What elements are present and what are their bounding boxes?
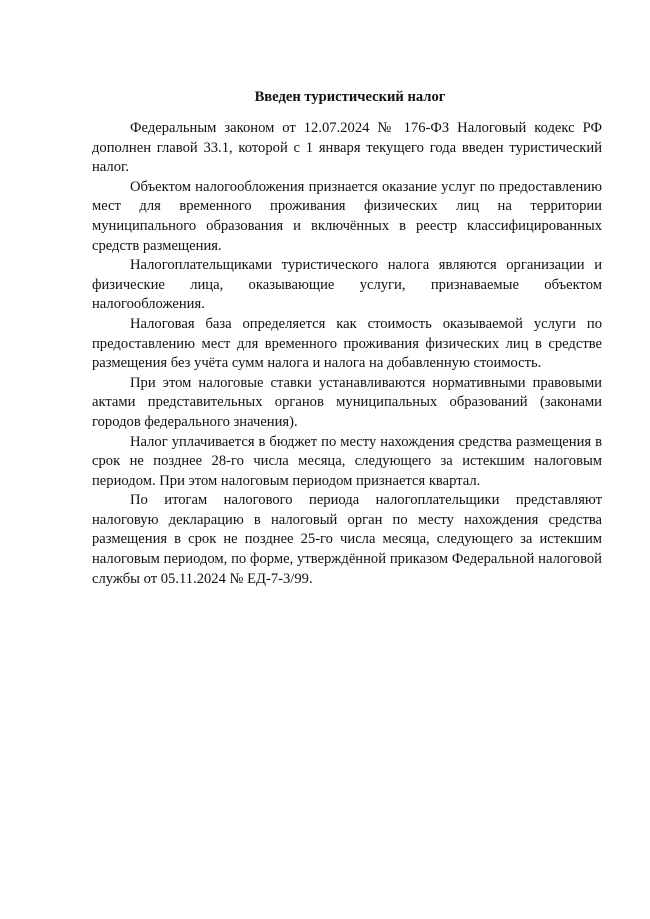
paragraph-tax-rates: При этом налоговые ставки устанавливаются нормативными правовыми актами представительных органов муниципальных образований (законами городов федерального значения). xyxy=(92,374,602,430)
paragraph-tax-base: Налоговая база определяется как стоимость оказываемой услуги по предоставлению мест для временного проживания физических лиц в средстве размещения без учёта сумм налога и налога на добавленную стоимость. xyxy=(92,315,602,372)
paragraph-declaration: По итогам налогового периода налогоплательщики представляют налоговую декларацию в налоговый орган по месту нахождения средства размещения в срок не позднее 25-го числа месяца, следующего за истекшим налоговым периодом, по форме, утверждённой приказом Федеральной налоговой службы от 05.11.2024 № ЕД-7-3/99. xyxy=(92,492,602,587)
document-body xyxy=(92,88,602,589)
paragraph-federal-law: Федеральным законом от 12.07.2024 № 176-ФЗ Налоговый кодекс РФ дополнен главой 33.1, которой с 1 января текущего года введен туристический налог. xyxy=(92,120,602,176)
paragraph-payment-term: Налог уплачивается в бюджет по месту нахождения средства размещения в срок не позднее 28-го числа месяца, следующего за истекшим налоговым периодом. При этом налоговым периодом признается квартал. xyxy=(92,433,602,489)
paragraph-taxation-object: Объектом налогообложения признается оказание услуг по предоставлению мест для временного проживания физических лиц на территории муниципального образования и включённых в реестр классифицированных средств размещения. xyxy=(92,178,602,254)
document-title: Введен туристический налог xyxy=(254,89,446,105)
paragraph-taxpayers: Налогоплательщиками туристического налога являются организации и физические лица, оказывающие услуги, признаваемые объектом налогообложения. xyxy=(92,257,602,313)
